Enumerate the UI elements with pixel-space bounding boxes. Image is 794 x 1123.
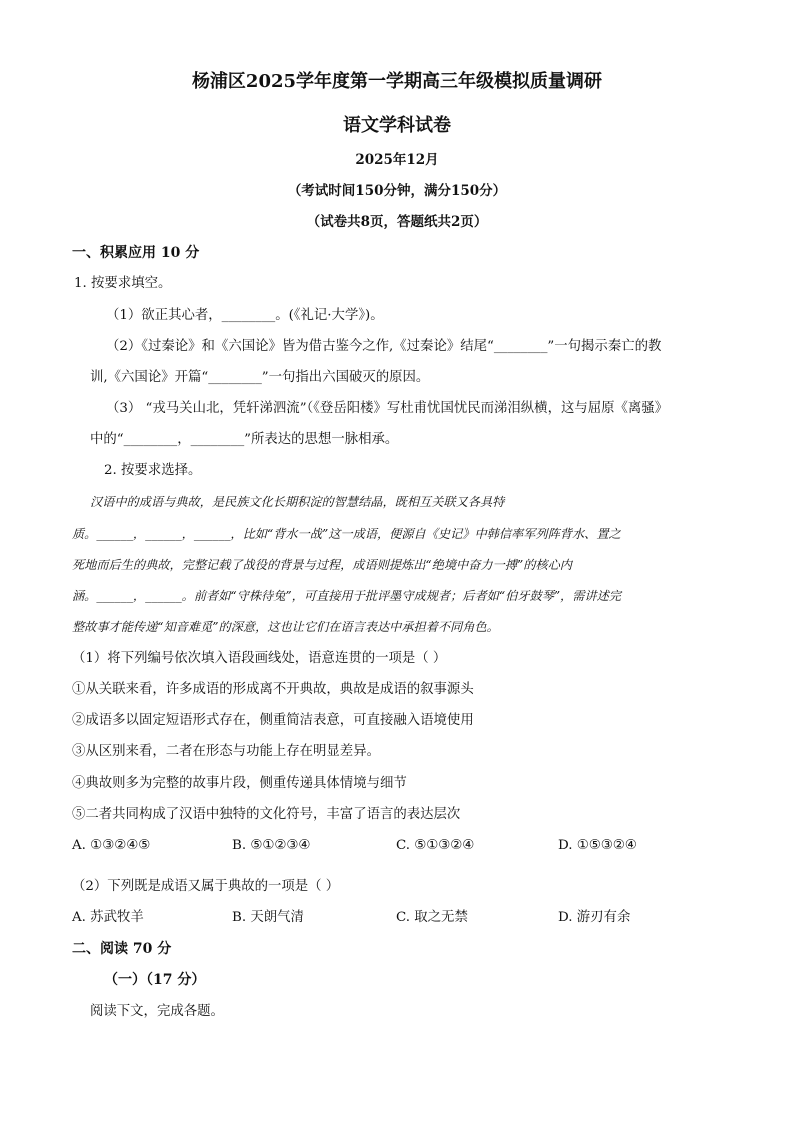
exam-time-note: （考试时间150分钟，满分150分） — [287, 183, 507, 199]
question-2-stem: 2. 按要求选择。 — [104, 463, 202, 478]
passage-line-3: 死地而后生的典故，完整记载了战役的背景与过程，成语则提炼出“绝境中奋力一搏”的核心内 — [72, 558, 572, 572]
exam-title: 杨浦区2025学年度第一学期高三年级模拟质量调研 — [191, 71, 603, 92]
option-c: C. 取之无禁 — [396, 910, 468, 925]
section-heading-2: 二、阅读 70 分 — [72, 941, 172, 957]
option-d: D. ①⑤③②④ — [558, 838, 637, 853]
option-a: A. 苏武牧羊 — [72, 910, 144, 925]
option-b: B. 天朗气清 — [232, 910, 304, 925]
exam-subtitle: 语文学科试卷 — [343, 115, 451, 136]
question-1-part-2-line-2: 训,《六国论》开篇“________”一句指出六国破灭的原因。 — [90, 370, 430, 385]
section-heading-1: 一、积累应用 10 分 — [72, 245, 200, 261]
option-b: B. ⑤①②③④ — [232, 838, 311, 853]
question-1-part-1: （1）欲正其心者，________。(《礼记·大学》)。 — [106, 308, 384, 323]
reading-instruction: 阅读下文，完成各题。 — [90, 1004, 224, 1019]
question-2-sub-2-stem: （2）下列既是成语又属于典故的一项是（ ） — [72, 879, 340, 894]
question-1-part-2-line-1: （2）《过秦论》和《六国论》皆为借古鉴今之作,《过秦论》结尾“________”一句揭示秦亡的教 — [106, 339, 662, 354]
list-item: ④典故则多为完整的故事片段，侧重传递具体情境与细节 — [72, 776, 407, 791]
list-item: ②成语多以固定短语形式存在，侧重简洁表意，可直接融入语境使用 — [72, 713, 474, 728]
exam-pages-note: （试卷共8页，答题纸共2页） — [306, 214, 488, 230]
question-1-stem: 1. 按要求填空。 — [74, 276, 172, 291]
passage-line-1: 汉语中的成语与典故，是民族文化长期积淀的智慧结晶，既相互关联又各具特 — [90, 495, 505, 509]
list-item: ③从区别来看，二者在形态与功能上存在明显差异。 — [72, 744, 380, 759]
part-heading: （一）（17 分） — [104, 972, 206, 988]
option-a: A. ①③②④⑤ — [72, 838, 151, 853]
option-c: C. ⑤①③②④ — [396, 838, 475, 853]
exam-date: 2025年12月 — [355, 152, 439, 168]
passage-line-5: 整故事才能传递“知音难觅”的深意，这也让它们在语言表达中承担着不同角色。 — [72, 620, 499, 634]
question-1-part-3-line-2: 中的“________，________”所表达的思想一脉相承。 — [90, 432, 399, 447]
list-item: ⑤二者共同构成了汉语中独特的文化符号，丰富了语言的表达层次 — [72, 807, 461, 822]
option-d: D. 游刃有余 — [558, 910, 631, 925]
question-2-sub-1-stem: （1）将下列编号依次填入语段画线处，语意连贯的一项是（ ） — [72, 651, 447, 666]
passage-line-4: 涵。______，______。前者如“守株待兔”，可直接用于批评墨守成规者；后者如“伯牙鼓琴”，需讲述完 — [72, 589, 621, 603]
question-1-part-3-line-1: （3） “戎马关山北，凭轩涕泗流”（《登岳阳楼》写杜甫忧国忧民而涕泪纵横，这与屈原《离骚》 — [106, 401, 669, 416]
passage-line-2: 质。______，______，______，比如“背水一战”这一成语，便源自《史记》中韩信率军列阵背水、置之 — [72, 527, 621, 541]
list-item: ①从关联来看，许多成语的形成离不开典故，典故是成语的叙事源头 — [72, 682, 474, 697]
